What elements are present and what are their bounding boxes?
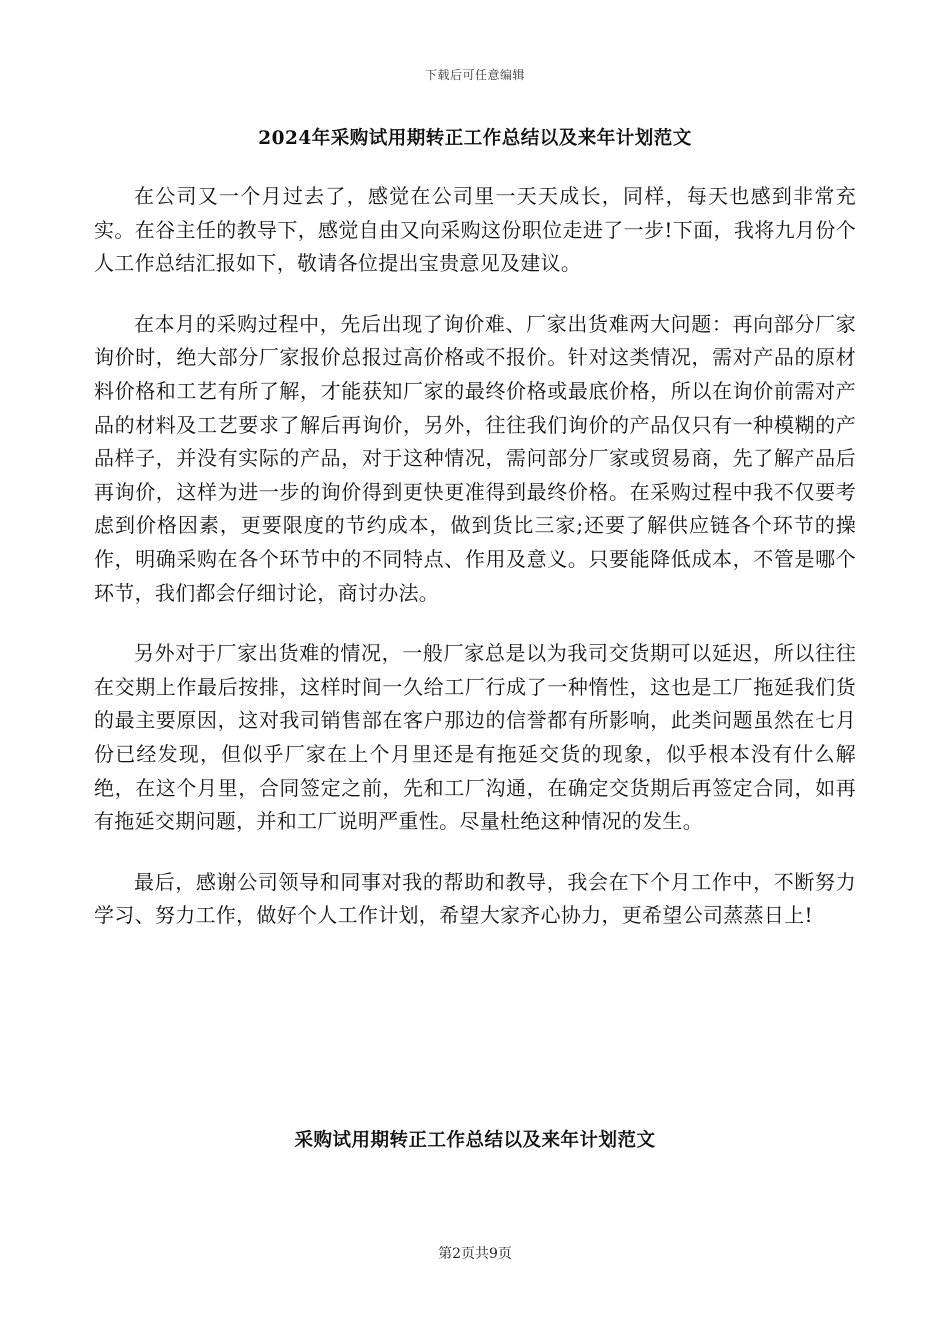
paragraph-delivery-issues: 另外对于厂家出货难的情况，一般厂家总是以为我司交货期可以延迟，所以往往在交期上作最后按排，这样时间一久给工厂行成了一种惰性，这也是工厂拖延我们货的最主要原因，这对我司销售部在客户那边的信誉都有所影响，此类问题虽然在七月份已经发现，但似乎厂家在上个月里还是有拖延交货的现象，似乎根本没有什么解绝，在这个月里，合同签定之前，先和工厂沟通，在确定交货期后再签定合同，如再有拖延交期问题，并和工厂说明严重性。尽量杜绝这种情况的发生。	[94, 641, 856, 834]
paragraph-closing: 最后，感谢公司领导和同事对我的帮助和教导，我会在下个月工作中，不断努力学习、努力工作，做好个人工作计划，希望大家齐心协力，更希望公司蒸蒸日上!	[94, 869, 856, 928]
page-indicator: 第2页共9页	[438, 1246, 512, 1262]
section-subtitle: 采购试用期转正工作总结以及来年计划范文	[294, 1130, 656, 1151]
paragraph-inquiry-issues: 在本月的采购过程中，先后出现了询价难、厂家出货难两大问题：再向部分厂家询价时，绝大部分厂家报价总报过高价格或不报价。针对这类情况，需对产品的原材料价格和工艺有所了解，才能获知厂家的最终价格或最底价格，所以在询价前需对产品的材料及工艺要求了解后再询价，另外，往往我们询价的产品仅只有一种模糊的产品样子，并没有实际的产品，对于这种情况，需问部分厂家或贸易商，先了解产品后再询价，这样为进一步的询价得到更快更准得到最终价格。在采购过程中我不仅要考虑到价格因素，更要限度的节约成本，做到货比三家;还要了解供应链各个环节的操作，明确采购在各个环节中的不同特点、作用及意义。只要能降低成本，不管是哪个环节，我们都会仔细讨论，商讨办法。	[94, 311, 856, 605]
document-title: 2024年采购试用期转正工作总结以及来年计划范文	[258, 128, 692, 149]
header-note: 下载后可任意编辑	[424, 68, 525, 82]
paragraph-intro: 在公司又一个月过去了，感觉在公司里一天天成长，同样，每天也感到非常充实。在谷主任的教导下，感觉自由又向采购这份职位走进了一步!下面，我将九月份个人工作总结汇报如下，敬请各位提出宝贵意见及建议。	[94, 184, 856, 276]
document-body	[94, 180, 856, 960]
